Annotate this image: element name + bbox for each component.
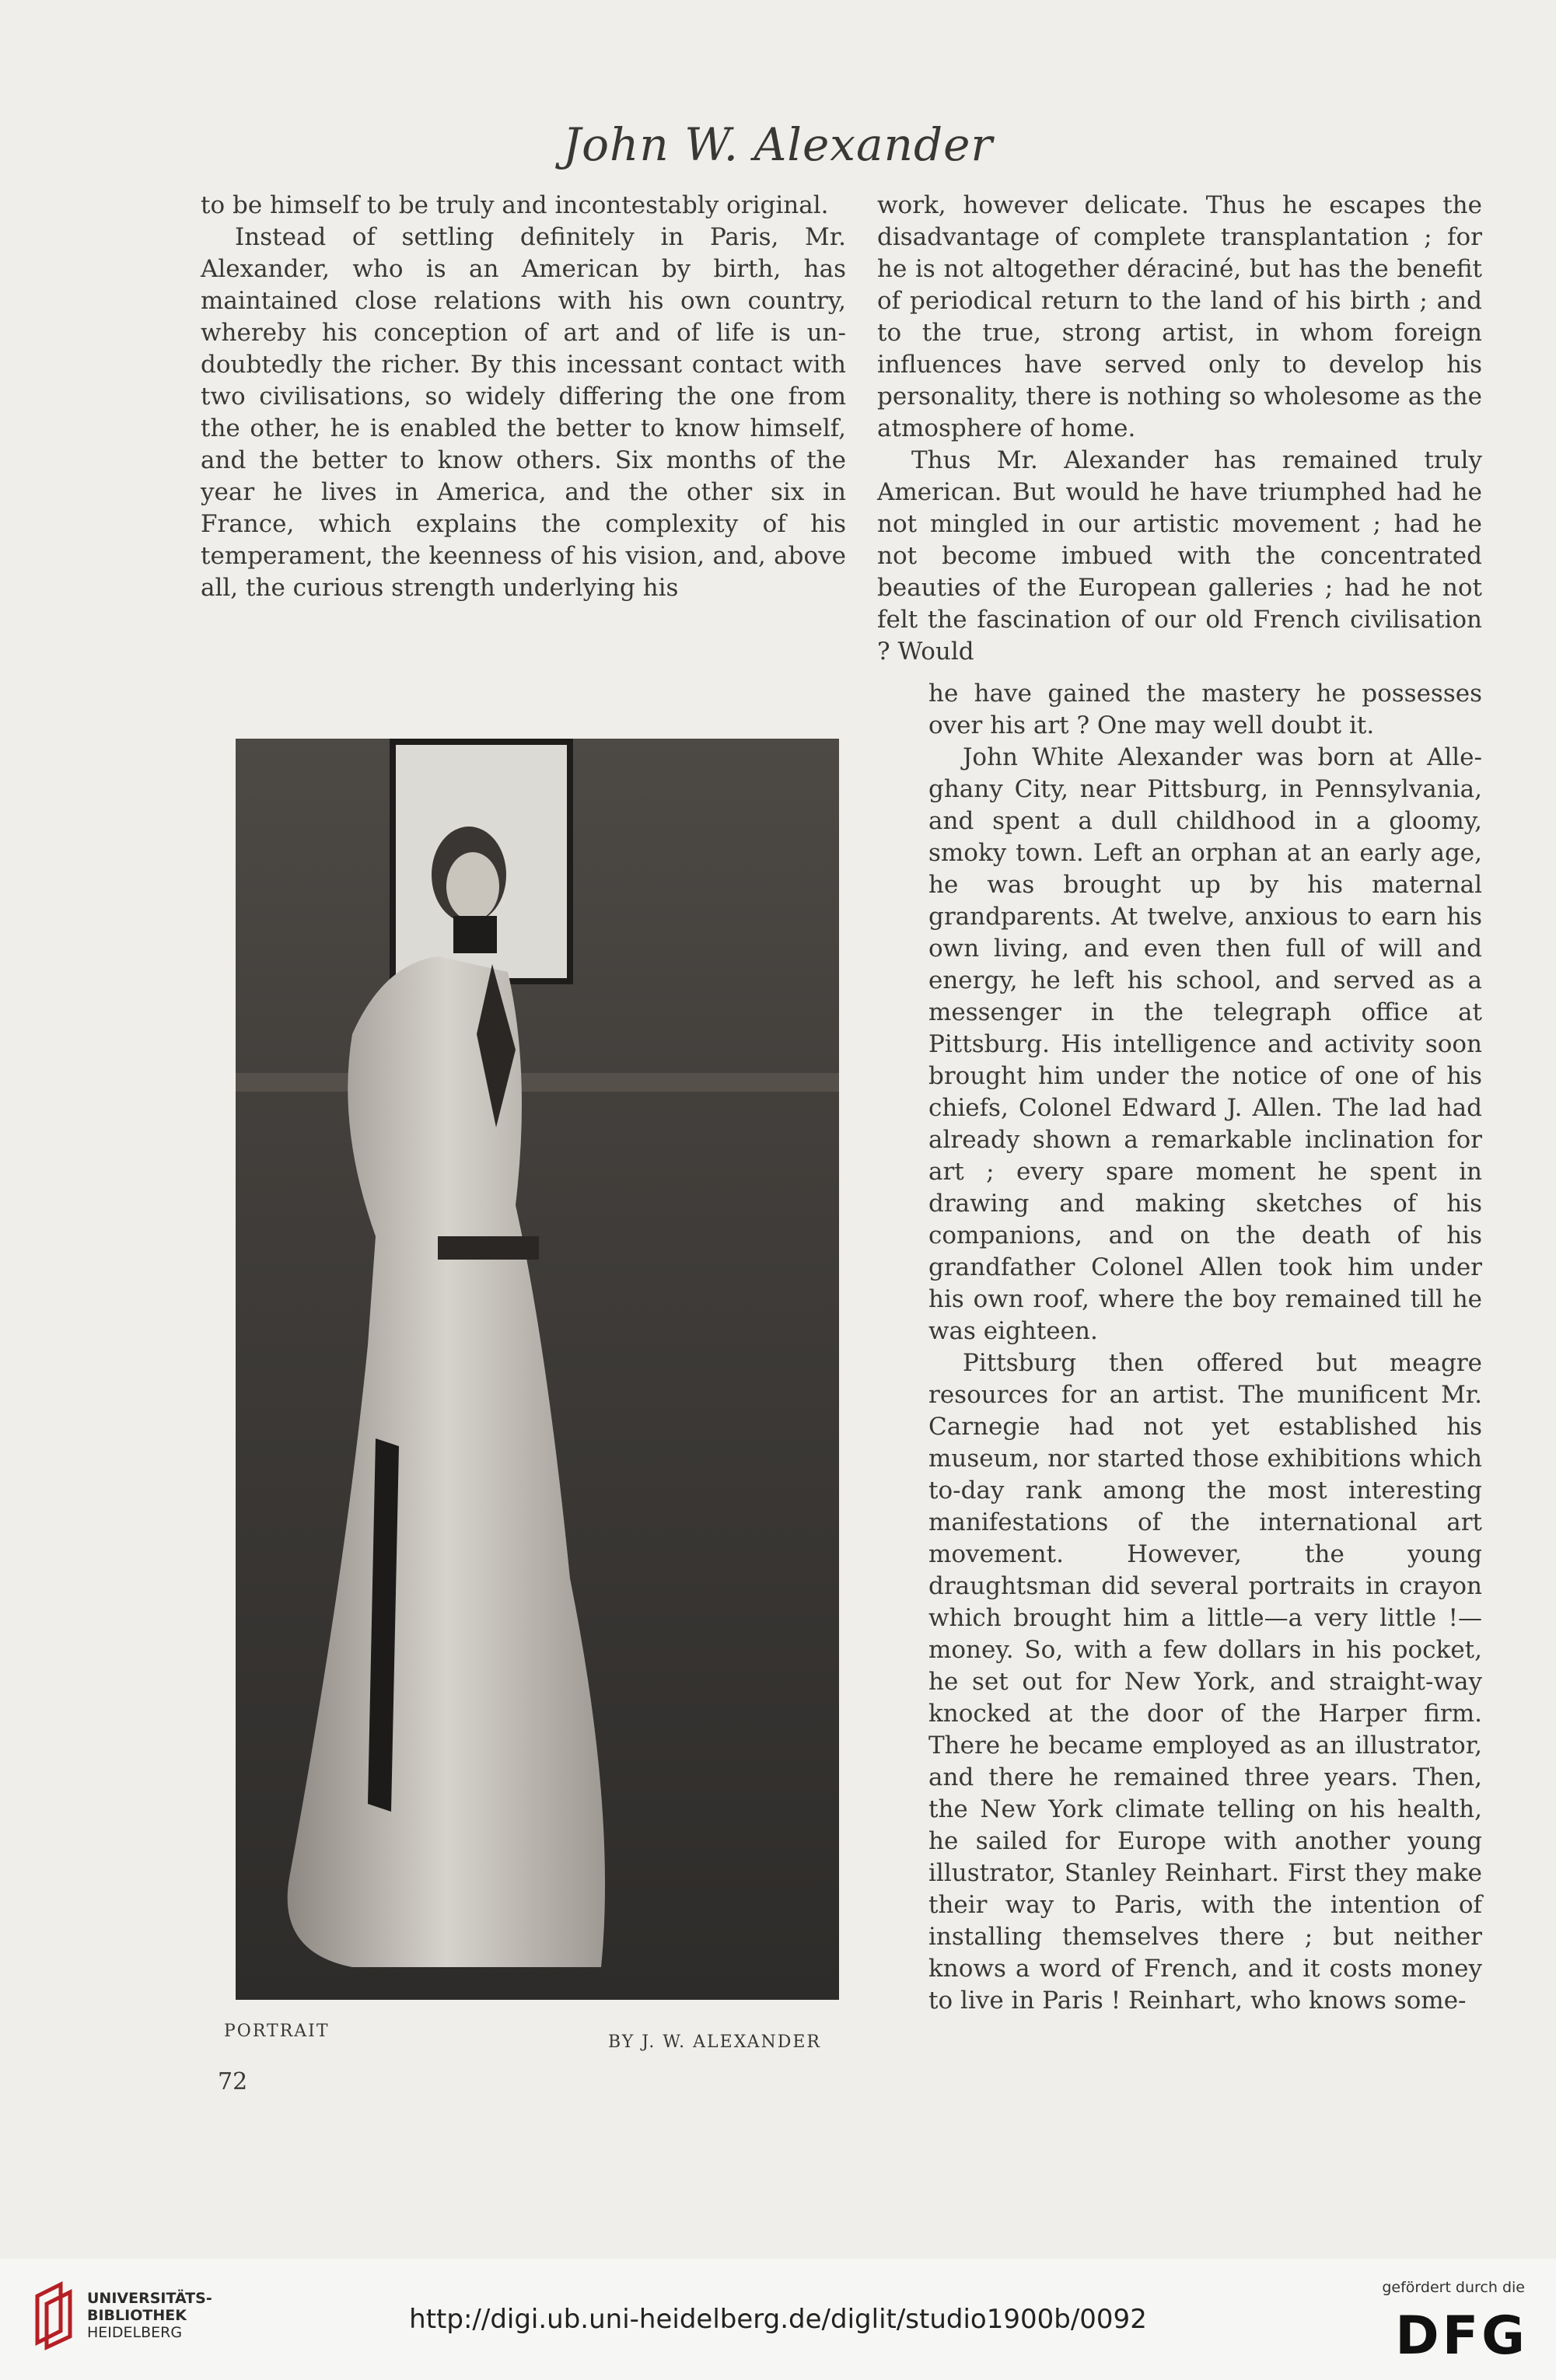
paragraph: to be himself to be truly and incontestably original. xyxy=(201,191,829,219)
standing-woman-figure xyxy=(259,801,617,1983)
right-column-bottom xyxy=(928,678,1482,2017)
paragraph: he have gained the mastery he possesses over his art ? One may well doubt it. xyxy=(928,680,1482,739)
plate-caption-credit: BY J. W. ALEXANDER xyxy=(608,2032,821,2052)
library-name: UNIVERSITÄTS- BIBLIOTHEK HEIDELBERG xyxy=(87,2290,212,2341)
left-column xyxy=(201,190,846,604)
dfg-logo: DFG xyxy=(1395,2305,1528,2367)
plate-caption-title: PORTRAIT xyxy=(224,2022,330,2041)
page-number: 72 xyxy=(218,2068,248,2095)
running-header: John W. Alexander xyxy=(562,118,994,171)
paragraph: Pittsburg then offered but meagre resources for an artist. The munificent Mr. Carnegie had not yet established his museum, nor started those exhibitions which to-day rank among the most interesting manifestations of the international art movement. However, the young draughtsman did several portraits in crayon which brought him a little—a very little !—money. So, with a few dollars in his pocket, he set out for New York, and straight-way knocked at the door of the Harper firm. There he became employed as an illustrator, and there he remained three years. Then, the New York climate telling on his health, he sailed for Europe with another young illustrator, Stanley Reinhart. First they make their way to Paris, with the intention of installing themselves there ; but neither knows a word of French, and it costs money to live in Paris ! Reinhart, who knows some- xyxy=(928,1349,1482,2015)
funding-label: gefördert durch die xyxy=(1382,2279,1525,2296)
paragraph: Instead of settling definitely in Paris, Mr. Alexander, who is an American by birth, has maintained close relations with his own country, whereby his conception of art and of life is un-doubtedly the richer. By this incessant contact with two civilisations, so widely differing the one from the other, he is enabled the better to know himself, and the better to know others. Six months of the year he lives in America, and the other six in France, which explains the complexity of his temperament, the keenness of his vision, and, above all, the curious strength underlying his xyxy=(201,223,846,602)
paragraph: John White Alexander was born at Alle-ghany City, near Pittsburg, in Pennsylvania, and spent a dull childhood in a gloomy, smoky town. Left an orphan at an early age, he was brought up by his maternal grandparents. At twelve, anxious to earn his own living, and even then full of will and energy, he left his school, and served as a messenger in the telegraph office at Pittsburg. His intelligence and activity soon brought him under the notice of one of his chiefs, Colonel Edward J. Allen. The lad had already shown a remarkable inclination for art ; every spare moment he spent in drawing and making sketches of his companions, and on the death of his grandfather Colonel Allen took him under his own roof, where the boy remained till he was eighteen. xyxy=(928,743,1482,1345)
paragraph: work, however delicate. Thus he escapes the disadvantage of complete transplantation ; for he is not altogether déraciné, but has the benefit of periodical return to the land of his birth ; and to the true, strong artist, in whom foreign influences have served only to develop his personality, there is nothing so wholesome as the atmosphere of home. xyxy=(877,191,1482,442)
right-column-top xyxy=(877,190,1482,668)
paragraph: Thus Mr. Alexander has remained truly American. But would he have triumphed had he not mingled in our artistic movement ; had he not become imbued with the concentrated beauties of the European galleries ; had he not felt the fascination of our old French civilisation ? Would xyxy=(877,446,1482,666)
source-url-link[interactable]: http://digi.ub.uni-heidelberg.de/diglit/studio1900b/0092 xyxy=(409,2304,1147,2335)
digitization-footer xyxy=(0,2259,1556,2380)
portrait-plate xyxy=(236,739,839,2000)
